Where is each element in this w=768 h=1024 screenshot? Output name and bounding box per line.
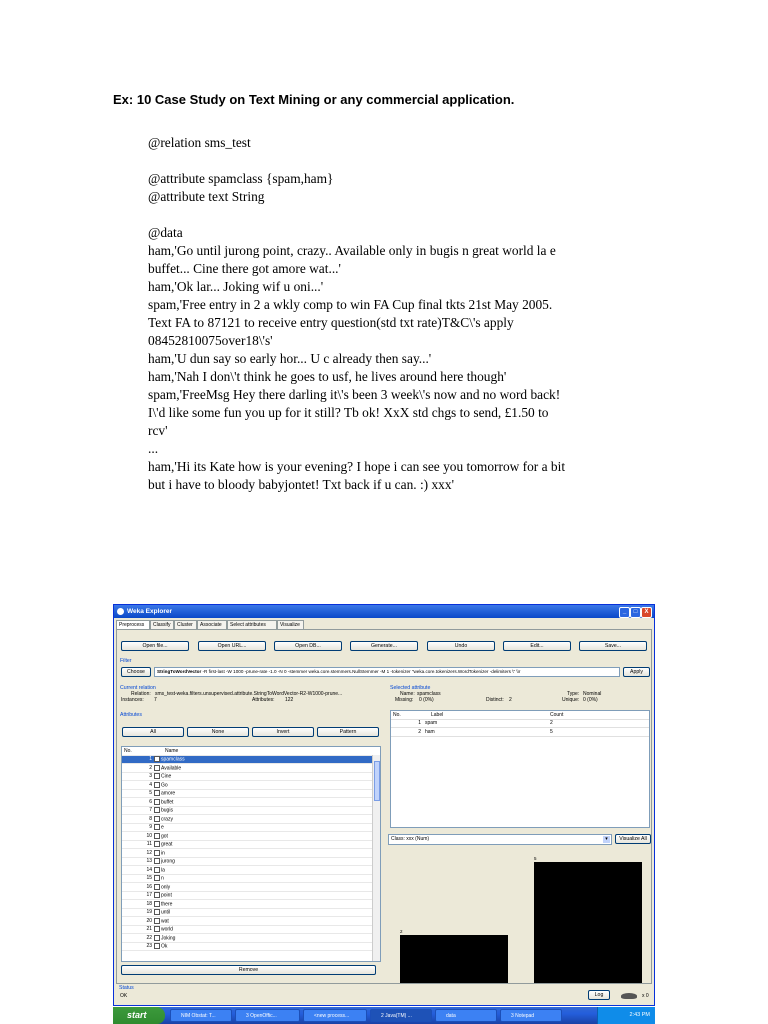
attribute-name: n [161, 875, 164, 882]
close-button[interactable]: X [641, 607, 652, 618]
arff-data-line: ham,'Nah I don\'t think he goes to usf, he lives around here though' [148, 369, 507, 384]
taskbar-item[interactable]: 2 Java(TM) ... [370, 1009, 432, 1022]
attribute-no: 20 [122, 917, 153, 926]
attribute-name: buffet [161, 798, 174, 805]
attributes-count-value: 122 [285, 697, 294, 703]
attribute-checkbox[interactable] [154, 790, 160, 796]
edit-button[interactable]: Edit... [503, 641, 571, 651]
sel-missing-value: 0 (0%) [419, 697, 434, 703]
attribute-no: 16 [122, 883, 153, 892]
attribute-row[interactable] [122, 891, 372, 900]
label-row[interactable] [391, 719, 649, 728]
minimize-button[interactable]: _ [619, 607, 630, 618]
attribute-no: 10 [122, 832, 153, 841]
arff-data-line: ... [148, 441, 159, 456]
attributes-count-label: Attributes: [252, 697, 275, 703]
attribute-row[interactable] [122, 755, 372, 764]
arff-data-line: ham,'Go until jurong point, crazy.. Available only in bugis n great world la e [148, 243, 556, 258]
attribute-row[interactable] [122, 866, 372, 875]
attribute-name: Available [161, 764, 182, 771]
label-row[interactable] [391, 728, 649, 737]
title-bar[interactable] [114, 605, 654, 618]
attribute-row[interactable] [122, 823, 372, 832]
sel-unique-label: Unique: [562, 697, 580, 703]
attribute-name-cell [153, 942, 372, 951]
attribute-name-cell [153, 883, 372, 892]
attribute-checkbox[interactable] [154, 901, 160, 907]
class-select[interactable] [388, 834, 612, 845]
attribute-checkbox[interactable] [154, 841, 160, 847]
save-button[interactable]: Save... [579, 641, 647, 651]
attribute-checkbox[interactable] [154, 935, 160, 941]
apply-button[interactable]: Apply [623, 667, 650, 677]
attribute-row[interactable] [122, 883, 372, 892]
attribute-checkbox[interactable] [154, 884, 160, 890]
taskbar-item[interactable]: 3 Notepad [500, 1009, 562, 1022]
attribute-no: 8 [122, 815, 153, 824]
weka-bird-icon [117, 608, 124, 615]
attribute-checkbox[interactable] [154, 773, 160, 779]
sel-name-value: spamclass [417, 691, 441, 697]
attribute-name: wat [161, 917, 169, 924]
attribute-checkbox[interactable] [154, 867, 160, 873]
attribute-row[interactable] [122, 772, 372, 781]
attribute-checkbox[interactable] [154, 816, 160, 822]
attribute-row[interactable] [122, 849, 372, 858]
relation-value: sms_test-weka.filters.unsupervised.attribute.StringToWordVector-R2-W1000-prune... [155, 691, 343, 697]
attribute-row[interactable] [122, 857, 372, 866]
instances-label: Instances: [121, 697, 144, 703]
generate-button[interactable]: Generate... [350, 641, 418, 651]
window-title: Weka Explorer [127, 608, 173, 615]
attribute-row[interactable] [122, 789, 372, 798]
label-name: spam [423, 719, 548, 728]
sel-unique-value: 0 (0%) [583, 697, 598, 703]
attribute-name: there [161, 900, 173, 907]
attribute-no: 6 [122, 798, 153, 807]
open-url-button[interactable]: Open URL... [198, 641, 266, 651]
attribute-name-cell [153, 764, 372, 773]
filter-name: StringToWordVector [157, 669, 202, 674]
attribute-no: 13 [122, 857, 153, 866]
attribute-name-cell [153, 789, 372, 798]
attribute-no: 1 [122, 755, 153, 764]
attribute-name: point [161, 892, 172, 899]
attribute-name-cell [153, 772, 372, 781]
attribute-name: e [161, 824, 164, 831]
attribute-no: 2 [122, 764, 153, 773]
attribute-name: amore [161, 790, 176, 797]
arff-data-line: rcv' [148, 423, 168, 438]
open-file-button[interactable]: Open file... [121, 641, 189, 651]
tab-visualize[interactable]: Visualize [277, 620, 304, 629]
arff-relation: @relation sms_test [148, 135, 251, 150]
attributes-section-title: Attributes [120, 712, 142, 718]
attribute-name-cell [153, 849, 372, 858]
label-name: ham [423, 728, 548, 737]
attribute-name: la [161, 866, 165, 873]
chevron-down-icon[interactable]: ▾ [603, 836, 610, 843]
weka-explorer-window [113, 604, 655, 1006]
attribute-name-cell [153, 815, 372, 824]
attribute-name-cell [153, 798, 372, 807]
attribute-row[interactable] [122, 840, 372, 849]
attribute-row[interactable] [122, 832, 372, 841]
attribute-no: 15 [122, 874, 153, 883]
attribute-name-cell [153, 917, 372, 926]
attribute-name-cell [153, 781, 372, 790]
visualize-all-button[interactable]: Visualize All [615, 834, 651, 844]
attribute-name-cell [153, 823, 372, 832]
attribute-checkbox[interactable] [154, 909, 160, 915]
select-none-button[interactable]: None [187, 727, 249, 737]
start-label: start [127, 1010, 147, 1020]
attribute-checkbox[interactable] [154, 756, 160, 762]
choose-filter-button[interactable]: Choose [121, 667, 151, 677]
attribute-no: 17 [122, 891, 153, 900]
col-name-header: Name [153, 747, 372, 755]
instances-value: 7 [154, 697, 157, 703]
attribute-name-cell [153, 832, 372, 841]
arff-attribute-line: @attribute spamclass {spam,ham} [148, 171, 334, 186]
attribute-name: jurong [161, 858, 175, 865]
sel-type-value: Nominal [583, 691, 602, 697]
taskbar-item[interactable]: 3 OpenOffic... [235, 1009, 300, 1022]
arff-data-line: spam,'FreeMsg Hey there darling it\'s been 3 week\'s now and no word back! [148, 387, 561, 402]
filter-args: -R first-last -W 1000 -prune-rate -1.0 -N 0 -stemmer weka.core.stemmers.NullStemmer -M 1 -tokenizer "weka.core.tokenizers.WordTokenizer -delimiters \" \\r [202, 669, 521, 674]
clock[interactable]: 2:43 PM [629, 1012, 650, 1018]
attribute-row[interactable] [122, 815, 372, 824]
attribute-checkbox[interactable] [154, 782, 160, 788]
attribute-row[interactable] [122, 925, 372, 934]
arff-data-line: but i have to bloody babyjontet! Txt back if u can. :) xxx' [148, 477, 454, 492]
attribute-name: bugis [161, 807, 173, 814]
pattern-button[interactable]: Pattern [317, 727, 379, 737]
arff-data-line: Text FA to 87121 to receive entry question(std txt rate)T&C\'s apply [148, 315, 514, 330]
filter-field[interactable] [154, 667, 620, 677]
attribute-no: 5 [122, 789, 153, 798]
arff-data-line: buffet... Cine there got amore wat...' [148, 261, 341, 276]
attribute-no: 7 [122, 806, 153, 815]
system-tray [597, 1007, 655, 1024]
col-no-header: No. [122, 747, 153, 755]
attribute-name-cell [153, 755, 372, 764]
attribute-checkbox[interactable] [154, 858, 160, 864]
attribute-name-cell [153, 934, 372, 943]
remove-button[interactable]: Remove [121, 965, 376, 975]
attribute-list [121, 746, 381, 962]
undo-button[interactable]: Undo [427, 641, 495, 651]
x-count: x 0 [642, 993, 649, 999]
class-distribution-chart [388, 852, 650, 983]
arff-data-line: I\'d like some fun you up for it still? Tb ok! XxX std chgs to send, £1.50 to [148, 405, 549, 420]
attribute-row[interactable] [122, 806, 372, 815]
attribute-table [122, 747, 372, 951]
maximize-button[interactable]: □ [630, 607, 641, 618]
label-no: 1 [391, 719, 423, 728]
open-db-button[interactable]: Open DB... [274, 641, 342, 651]
attribute-name: great [161, 841, 173, 848]
arff-data-line: ham,'Hi its Kate how is your evening? I hope i can see you tomorrow for a bit [148, 459, 566, 474]
attribute-name-cell [153, 900, 372, 909]
arff-data-header: @data [148, 225, 183, 240]
arff-attribute-line: @attribute text String [148, 189, 265, 204]
arff-data-line: ham,'Ok lar... Joking wif u oni...' [148, 279, 324, 294]
attribute-name: only [161, 883, 171, 890]
attribute-name-cell [153, 857, 372, 866]
attribute-name: crazy [161, 815, 173, 822]
arff-listing [148, 134, 628, 494]
bar-spam [400, 935, 508, 983]
attribute-name-cell [153, 874, 372, 883]
attribute-row[interactable] [122, 917, 372, 926]
sel-distinct-value: 2 [509, 697, 512, 703]
attribute-name-cell [153, 806, 372, 815]
attribute-no: 12 [122, 849, 153, 858]
current-relation-title: Current relation [120, 685, 156, 691]
sel-name-label: Name: [400, 691, 415, 697]
attribute-checkbox[interactable] [154, 918, 160, 924]
lab-col-no: No. [391, 711, 423, 719]
status-text: OK [120, 993, 128, 999]
tab-associate[interactable]: Associate [197, 620, 227, 629]
attribute-no: 19 [122, 908, 153, 917]
label-no: 2 [391, 728, 423, 737]
attribute-checkbox[interactable] [154, 799, 160, 805]
attribute-name: Go [161, 781, 168, 788]
attribute-name: until [161, 909, 171, 916]
attribute-no: 21 [122, 925, 153, 934]
taskbar-item[interactable]: NIM Obstat: T... [170, 1009, 232, 1022]
attribute-checkbox[interactable] [154, 850, 160, 856]
attribute-row[interactable] [122, 900, 372, 909]
status-section-title: Status [119, 985, 134, 991]
sel-distinct-label: Distinct: [486, 697, 504, 703]
attribute-name-cell [153, 908, 372, 917]
class-select-value: Class: xxx (Num) [391, 836, 430, 842]
lab-col-count: Count [548, 711, 649, 719]
log-button[interactable]: Log [588, 990, 610, 1000]
taskbar [113, 1007, 655, 1024]
taskbar-item[interactable]: <new process... [303, 1009, 367, 1022]
attribute-no: 11 [122, 840, 153, 849]
sel-missing-label: Missing: [395, 697, 414, 703]
attribute-no: 3 [122, 772, 153, 781]
attribute-row[interactable] [122, 942, 372, 951]
attribute-checkbox[interactable] [154, 875, 160, 881]
taskbar-item[interactable]: data [435, 1009, 497, 1022]
attribute-checkbox[interactable] [154, 943, 160, 949]
attribute-name: world [161, 926, 173, 933]
attribute-name-cell [153, 840, 372, 849]
attribute-name-cell [153, 866, 372, 875]
attribute-checkbox[interactable] [154, 807, 160, 813]
attribute-name: in [161, 849, 165, 856]
label-table-box [390, 710, 650, 828]
attribute-no: 4 [122, 781, 153, 790]
attribute-row[interactable] [122, 798, 372, 807]
tab-preprocess[interactable]: Preprocess [116, 620, 150, 629]
attribute-name-cell [153, 891, 372, 900]
attribute-name: Cine [161, 773, 172, 780]
preprocess-panel [116, 629, 652, 984]
attribute-no: 9 [122, 823, 153, 832]
attribute-no: 22 [122, 934, 153, 943]
attribute-checkbox[interactable] [154, 833, 160, 839]
attribute-no: 23 [122, 942, 153, 951]
invert-button[interactable]: Invert [252, 727, 314, 737]
attribute-checkbox[interactable] [154, 765, 160, 771]
weka-bird-icon [621, 993, 637, 999]
document-heading: Ex: 10 Case Study on Text Mining or any commercial application. [113, 92, 515, 107]
attribute-name: spamclass [161, 756, 185, 763]
attribute-row[interactable] [122, 781, 372, 790]
sel-type-label: Type: [567, 691, 580, 697]
attribute-list-scrollbar[interactable] [372, 755, 380, 961]
relation-label: Relation: [131, 691, 151, 697]
tab-select-attributes[interactable]: Select attributes [227, 620, 277, 629]
scroll-thumb[interactable] [374, 761, 380, 801]
attribute-name-cell [153, 925, 372, 934]
start-button[interactable] [113, 1007, 165, 1024]
arff-data-line: spam,'Free entry in 2 a wkly comp to win FA Cup final tkts 21st May 2005. [148, 297, 553, 312]
attribute-checkbox[interactable] [154, 926, 160, 932]
label-table [391, 711, 649, 737]
filter-section-title: Filter [120, 658, 132, 664]
attribute-checkbox[interactable] [154, 892, 160, 898]
arff-data-line: 08452810075over18\'s' [148, 333, 273, 348]
attribute-name: got [161, 832, 168, 839]
attribute-row[interactable] [122, 764, 372, 773]
attribute-no: 18 [122, 900, 153, 909]
arff-data-line: ham,'U dun say so early hor... U c already then say...' [148, 351, 432, 366]
attribute-row[interactable] [122, 908, 372, 917]
bar-value-label: 5 [534, 856, 537, 861]
label-count: 2 [548, 719, 649, 728]
label-count: 5 [548, 728, 649, 737]
attribute-row[interactable] [122, 874, 372, 883]
attribute-row[interactable] [122, 934, 372, 943]
attribute-name: Joking [161, 934, 176, 941]
status-bar [116, 985, 652, 1005]
tab-cluster[interactable]: Cluster [174, 620, 197, 629]
selected-attribute-title: Selected attribute [390, 685, 431, 691]
attribute-name: Ok [161, 943, 168, 950]
lab-col-label: Label [423, 711, 548, 719]
bar-ham [534, 862, 642, 983]
attribute-no: 14 [122, 866, 153, 875]
select-all-button[interactable]: All [122, 727, 184, 737]
tab-classify[interactable]: Classify [150, 620, 174, 629]
bar-value-label: 2 [400, 929, 403, 934]
attribute-checkbox[interactable] [154, 824, 160, 830]
